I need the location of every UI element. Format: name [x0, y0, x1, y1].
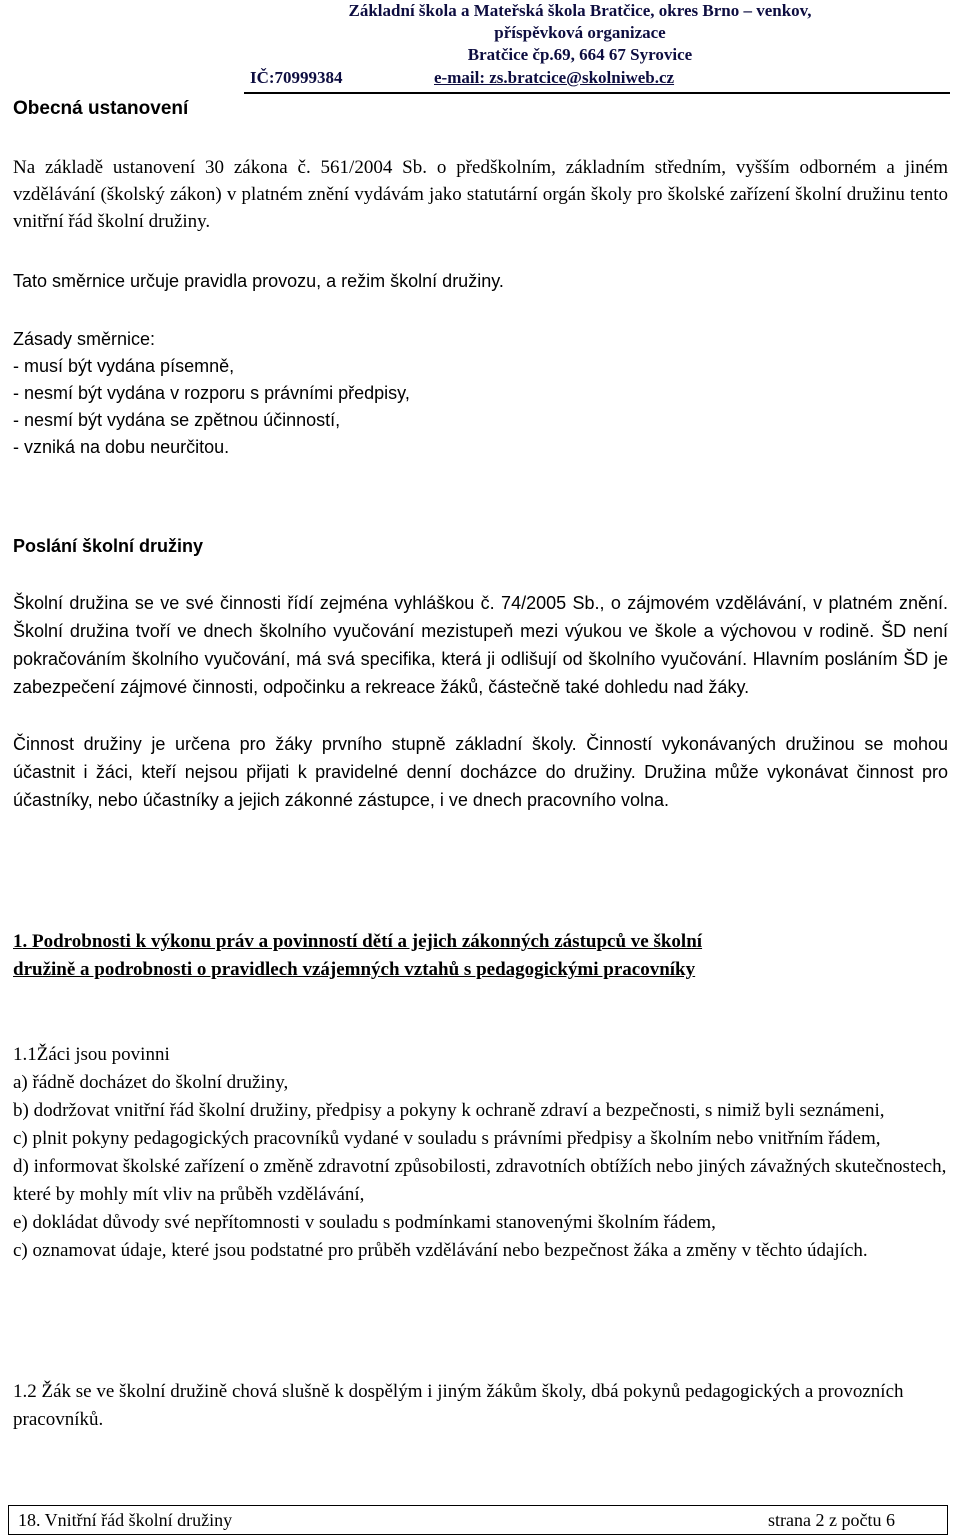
paragraph-mission-1: Školní družina se ve své činnosti řídí zejména vyhláškou č. 74/2005 Sb., o zájmovém vzdělávání, v platném znění. Školní družina tvoří ve dnech školního vyučování mezistupeň mezi výukou ve škole a výchovou v rodině. ŠD není pokračováním školního vyučování, má svá specifika, která ji odlišují od školního vyučování. Hlavním posláním ŠD je zabezpečení zájmové činnosti, odpočinku a rekreace žáků, částečně také dohledu nad žáky.: [13, 593, 948, 697]
duty-item: a) řádně docházet do školní družiny,: [13, 1072, 289, 1093]
principles-block: [13, 326, 948, 461]
header-divider: [244, 92, 950, 94]
principle-item: - nesmí být vydána se zpětnou účinností,: [13, 410, 341, 430]
footer-page-number: strana 2 z počtu 6: [768, 1510, 895, 1530]
principle-item: - nesmí být vydána v rozporu s právními předpisy,: [13, 383, 410, 403]
school-name-line2: příspěvková organizace: [494, 23, 666, 42]
duties-block: [13, 1041, 948, 1265]
school-ico: IČ:70999384: [250, 68, 343, 87]
heading-section-1-line2: družině a podrobnosti o pravidlech vzájemných vztahů s pedagogickými pracovníky: [13, 959, 696, 980]
principles-title: Zásady směrnice:: [13, 329, 156, 349]
subheading-1-1: 1.1Žáci jsou povinni: [13, 1044, 170, 1065]
duty-item: d) informovat školské zařízení o změně zdravotní způsobilosti, zdravotních obtížích nebo jiných závažných skutečnostech, které by mohly mít vliv na průběh vzdělávání,: [13, 1156, 947, 1205]
heading-general: Obecná ustanovení: [13, 98, 189, 119]
duty-item: b) dodržovat vnitřní řád školní družiny, předpisy a pokyny k ochraně zdraví a bezpečnosti, s nimiž byli seznámeni,: [13, 1100, 885, 1121]
heading-mission: Poslání školní družiny: [13, 536, 204, 556]
school-header: [200, 0, 960, 66]
duty-item: e) dokládat důvody své nepřítomnosti v souladu s podmínkami stanovenými školním řádem,: [13, 1212, 716, 1233]
paragraph-1-2: 1.2 Žák se ve školní družině chová slušně k dospělým i jiným žákům školy, dbá pokynů pedagogických a provozních pracovníků.: [13, 1381, 904, 1430]
duty-item: c) plnit pokyny pedagogických pracovníků vydané v souladu s právními předpisy a školním nebo vnitřním řádem,: [13, 1128, 881, 1149]
school-email-link[interactable]: e-mail: zs.bratcice@skolniweb.cz: [434, 68, 675, 87]
paragraph-mission-2: Činnost družiny je určena pro žáky prvního stupně základní školy. Činností vykonávaných družinou se mohou účastnit i žáci, kteří nejsou přijati k pravidelné denní docházce do družiny. Družina může vykonávat činnost pro účastníky, nebo účastníky a jejich zákonné zástupce, i ve dnech pracovního volna.: [13, 734, 948, 810]
principle-item: - vzniká na dobu neurčitou.: [13, 437, 230, 457]
heading-section-1-line1: 1. Podrobnosti k výkonu práv a povinností dětí a jejich zákonných zástupců ve školní: [13, 931, 703, 952]
paragraph-intro: Na základě ustanovení 30 zákona č. 561/2004 Sb. o předškolním, základním středním, vyšším odborném a jiném vzdělávání (školský zákon) v platném znění vydávám jako statutární orgán školy pro školské zařízení školní družinu tento vnitřní řád školní družiny.: [13, 157, 948, 232]
school-address: Bratčice čp.69, 664 67 Syrovice: [467, 45, 693, 64]
school-name-line1: Základní škola a Mateřská škola Bratčice, okres Brno – venkov,: [348, 1, 812, 20]
duty-item: c) oznamovat údaje, které jsou podstatné pro průběh vzdělávání nebo bezpečnost žáka a změny v těchto údajích.: [13, 1240, 868, 1261]
principle-item: - musí být vydána písemně,: [13, 356, 235, 376]
footer-document-title: 18. Vnitřní řád školní družiny: [18, 1510, 233, 1530]
paragraph-purpose: Tato směrnice určuje pravidla provozu, a režim školní družiny.: [13, 271, 504, 291]
heading-section-1: [13, 928, 948, 984]
